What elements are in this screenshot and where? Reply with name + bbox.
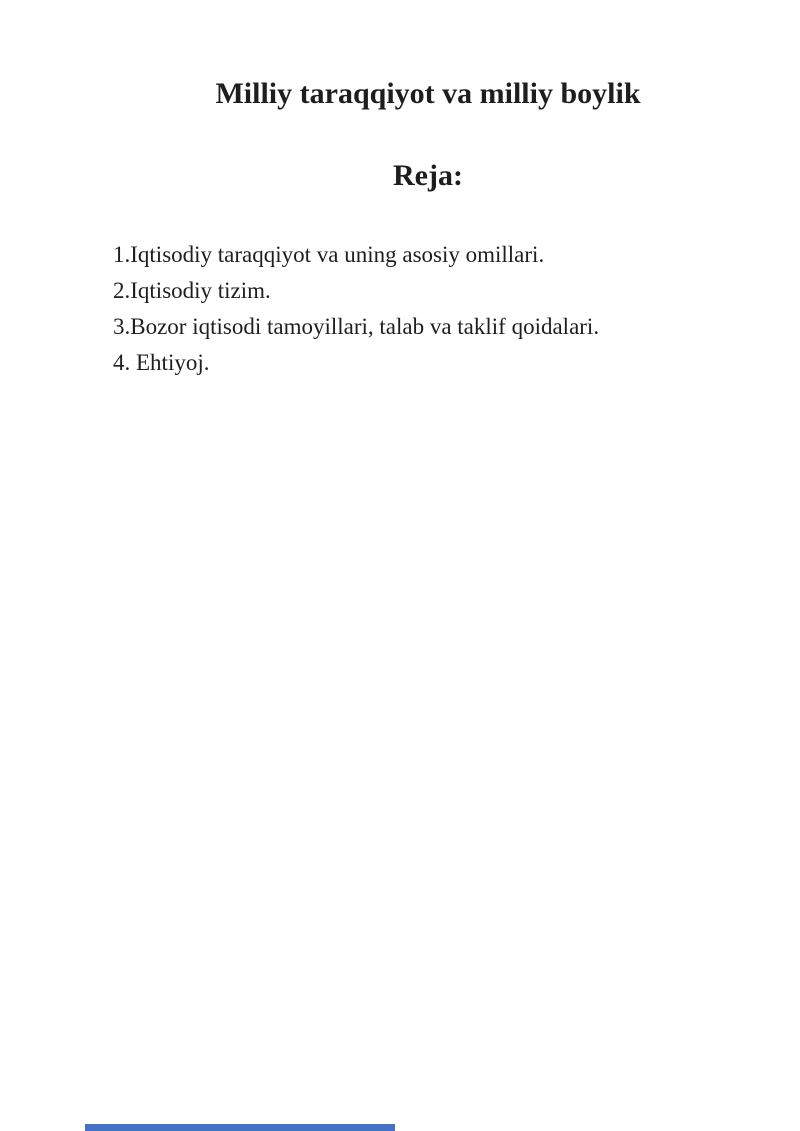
plan-heading: Reja: xyxy=(393,159,463,192)
list-item: 4. Ehtiyoj. xyxy=(113,350,210,375)
list-item: 1.Iqtisodiy taraqqiyot va uning asosiy omillari. xyxy=(113,242,545,267)
list-item: 2.Iqtisodiy tizim. xyxy=(113,278,271,303)
cutoff-content-bar xyxy=(85,1124,395,1131)
plan-list xyxy=(113,237,743,381)
list-item: 3.Bozor iqtisodi tamoyillari, talab va taklif qoidalari. xyxy=(113,314,600,339)
document-title: Milliy taraqqiyot va milliy boylik xyxy=(215,77,641,110)
